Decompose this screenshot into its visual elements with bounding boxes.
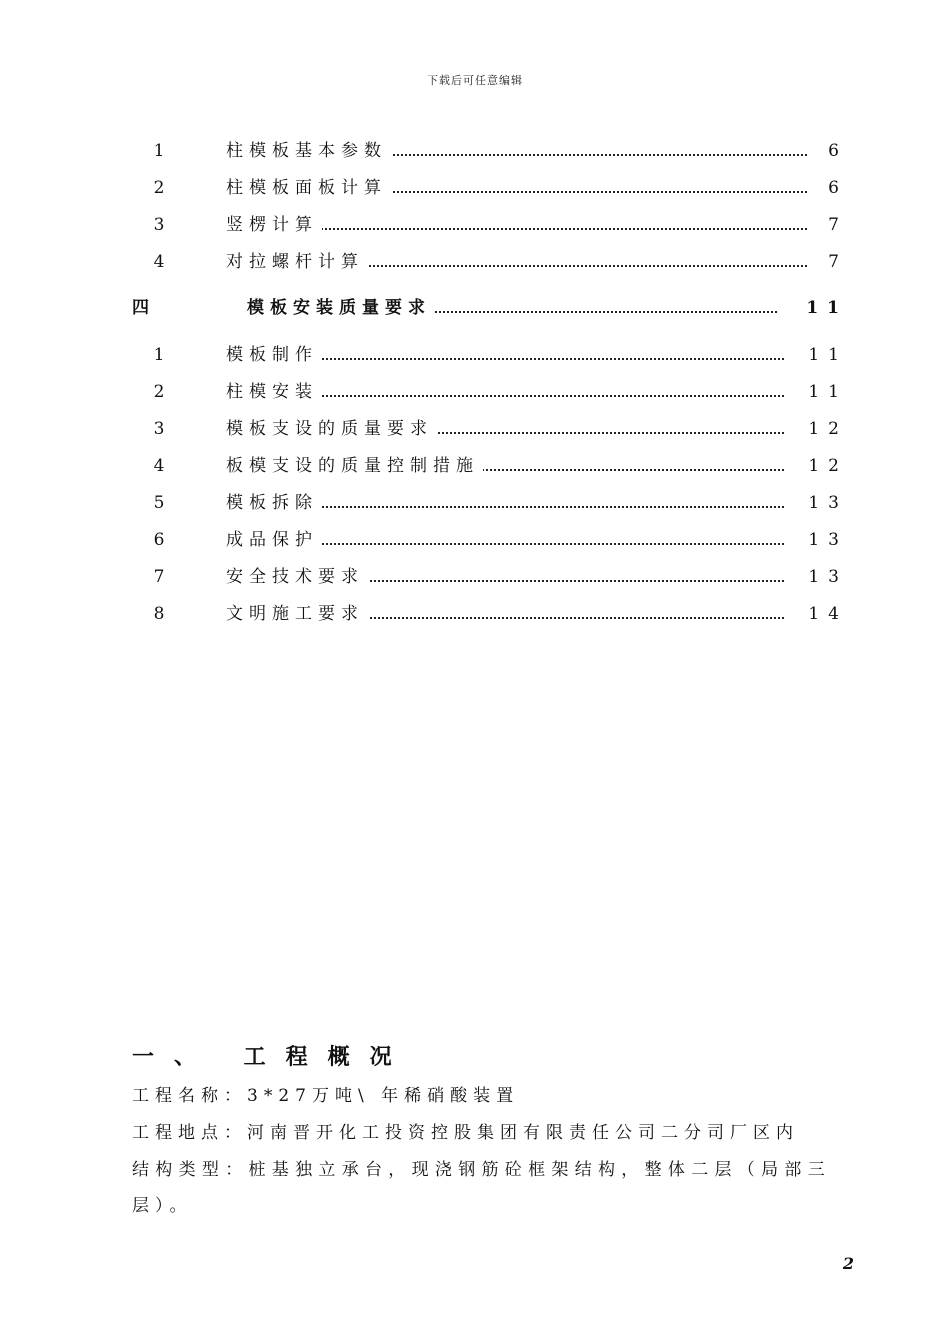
toc-entry-page: 7 <box>828 252 848 272</box>
project-location-line: 工程地点：河南晋开化工投资控股集团有限责任公司二分司厂区内 <box>132 1123 799 1143</box>
toc-entry[interactable] <box>149 137 848 161</box>
toc-entry[interactable] <box>149 211 848 235</box>
page-number: 2 <box>842 1254 854 1273</box>
toc-entry[interactable] <box>149 526 848 550</box>
toc-entry-title: 成品保护 <box>226 525 322 550</box>
toc-entry-page: 11 <box>808 345 848 365</box>
toc-entry-page: 14 <box>808 604 848 624</box>
toc-entry-number: 7 <box>153 567 165 587</box>
toc-entry-number: 3 <box>153 215 165 235</box>
toc-entry-title: 柱模安装 <box>226 377 322 402</box>
toc-entry-page: 7 <box>828 215 848 235</box>
toc-entry-title: 柱模板基本参数 <box>226 136 391 161</box>
toc-entry-number: 3 <box>153 419 165 439</box>
toc-entry-number: 1 <box>153 345 165 365</box>
toc-entry-page: 12 <box>808 419 848 439</box>
toc-entry-title: 对拉螺杆计算 <box>226 247 368 272</box>
toc-entry-page: 13 <box>808 530 848 550</box>
toc-entry-number: 2 <box>153 178 165 198</box>
toc-entry-number: 4 <box>153 456 165 476</box>
toc-entry-number: 4 <box>153 252 165 272</box>
toc-entry-number: 6 <box>153 530 165 550</box>
toc-entry-number: 8 <box>153 604 165 624</box>
toc-entry-title: 文明施工要求 <box>226 599 368 624</box>
toc-entry-number: 1 <box>153 141 165 161</box>
toc-entry[interactable] <box>149 563 848 587</box>
toc-entry[interactable] <box>149 600 848 624</box>
toc-entry-page: 13 <box>808 567 848 587</box>
toc-entry[interactable] <box>149 452 848 476</box>
toc-entry-title: 模板拆除 <box>226 488 322 513</box>
toc-section-page: 11 <box>806 298 848 318</box>
structure-type-line-continued: 层）。 <box>132 1196 193 1216</box>
toc-section-title: 模板安装质量要求 <box>247 293 435 318</box>
toc-entry[interactable] <box>149 174 848 198</box>
toc-entry-page: 12 <box>808 456 848 476</box>
toc-entry-page: 13 <box>808 493 848 513</box>
toc-entry-title: 板模支设的质量控制措施 <box>226 451 483 476</box>
project-name-line: 工程名称：3*27万吨\ 年稀硝酸装置 <box>132 1086 520 1106</box>
toc-section-entry[interactable] <box>132 294 848 318</box>
toc-entry[interactable] <box>149 489 848 513</box>
toc-entry[interactable] <box>149 378 848 402</box>
toc-entry-page: 6 <box>828 178 848 198</box>
toc-section-number: 四 <box>132 298 149 318</box>
toc-entry-title: 模板支设的质量要求 <box>226 414 437 439</box>
toc-entry[interactable] <box>149 248 848 272</box>
toc-entry[interactable] <box>149 415 848 439</box>
section-heading: 一、 工程概况 <box>132 1044 412 1070</box>
page-header: 下载后可任意编辑 <box>427 74 523 87</box>
toc-entry-number: 2 <box>153 382 165 402</box>
toc-entry-title: 竖楞计算 <box>226 210 322 235</box>
toc-entry-page: 11 <box>808 382 848 402</box>
toc-entry-title: 柱模板面板计算 <box>226 173 391 198</box>
toc-entry[interactable] <box>149 341 848 365</box>
toc-entry-number: 5 <box>153 493 165 513</box>
toc-entry-page: 6 <box>828 141 848 161</box>
toc-entry-title: 安全技术要求 <box>226 562 368 587</box>
structure-type-line: 结构类型：桩基独立承台，现浇钢筋砼框架结构，整体二层（局部三 <box>132 1160 831 1180</box>
toc-entry-title: 模板制作 <box>226 340 322 365</box>
